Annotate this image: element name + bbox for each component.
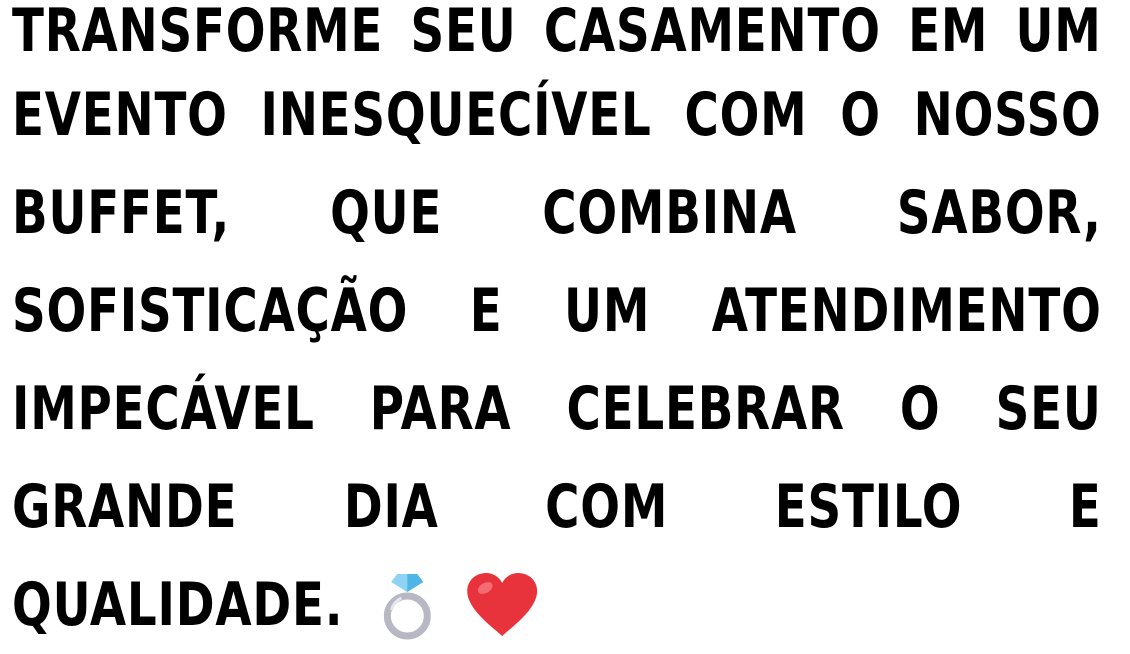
announcement-text <box>12 0 1102 654</box>
word: E <box>469 276 503 346</box>
word: UM <box>564 276 651 346</box>
word: SEU <box>995 374 1102 444</box>
word: BUFFET, <box>12 178 231 248</box>
word: UM <box>1015 0 1102 66</box>
word: COM <box>684 80 808 150</box>
word: EVENTO <box>12 80 228 150</box>
ring-icon <box>379 570 435 640</box>
word: IMPECÁVEL <box>12 374 315 444</box>
word: INESQUECÍVEL <box>260 80 652 150</box>
word: QUE <box>330 178 443 248</box>
word: O <box>899 374 941 444</box>
text-line <box>12 458 1102 556</box>
text-line <box>12 0 1102 66</box>
text-line <box>12 66 1102 164</box>
emoji-group <box>379 570 539 640</box>
text-line <box>12 262 1102 360</box>
word: O <box>840 80 881 150</box>
text-line <box>12 164 1102 262</box>
word: CASAMENTO <box>543 0 881 66</box>
word: GRANDE <box>12 472 238 542</box>
word: ATENDIMENTO <box>711 276 1102 346</box>
word: SEU <box>410 0 517 66</box>
word: PARA <box>369 374 512 444</box>
word: SABOR, <box>896 178 1102 248</box>
word: NOSSO <box>913 80 1102 150</box>
word: COMBINA <box>542 178 797 248</box>
heart-icon <box>465 572 539 638</box>
word: COM <box>545 472 669 542</box>
word: EM <box>908 0 989 66</box>
word: SOFISTICAÇÃO <box>12 276 409 346</box>
text-line <box>12 556 1102 654</box>
word: CELEBRAR <box>566 374 845 444</box>
word: TRANSFORME <box>12 0 384 66</box>
word: E <box>1068 472 1102 542</box>
word: QUALIDADE. <box>12 570 344 640</box>
text-line <box>12 360 1102 458</box>
word: ESTILO <box>774 472 963 542</box>
word: DIA <box>343 472 439 542</box>
